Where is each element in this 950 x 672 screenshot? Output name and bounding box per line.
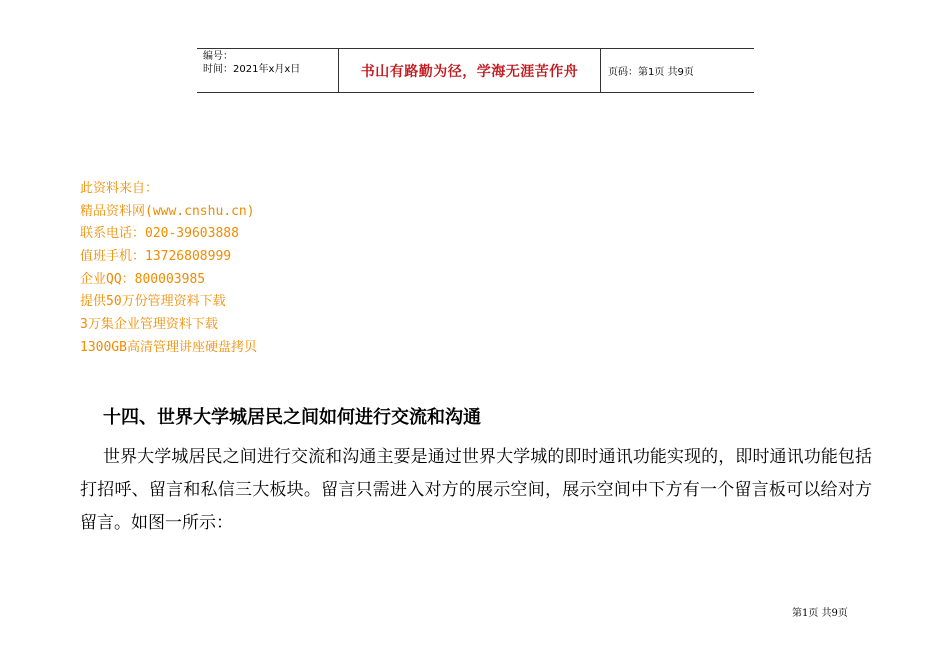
info-line: 3万集企业管理资料下载 xyxy=(80,317,218,333)
info-line: 企业QQ：800003985 xyxy=(80,271,206,287)
info-line: 值班手机：13726808999 xyxy=(80,249,232,265)
header-meta-cell xyxy=(197,49,339,92)
number-label: 编号： xyxy=(203,51,233,62)
time-label: 时间：2021年x月x日 xyxy=(203,64,301,75)
header-page-code: 页码：第1页 共9页 xyxy=(608,67,694,78)
info-line: 此资料来自： xyxy=(80,181,159,196)
section-paragraph: 世界大学城居民之间进行交流和沟通主要是通过世界大学城的即时通讯功能实现的，即时通讯功能包括打招呼、留言和私信三大板块。留言只需进入对方的展示空间，展示空间中下方有一个留言板可以给对方留言。如图一所示： xyxy=(80,447,872,533)
section-title: 十四、世界大学城居民之间如何进行交流和沟通 xyxy=(103,407,481,428)
info-line: 1300GB高清管理讲座硬盘拷贝 xyxy=(80,339,257,355)
info-line: 精品资料网(www.cnshu.cn) xyxy=(80,203,255,219)
header-table xyxy=(197,48,754,93)
header-motto: 书山有路勤为径，学海无涯苦作舟 xyxy=(339,49,601,92)
source-info-block xyxy=(80,178,257,360)
info-line: 联系电话：020-39603888 xyxy=(80,226,239,242)
info-line: 提供50万份管理资料下载 xyxy=(80,294,226,310)
page-footer: 第1页 共9页 xyxy=(792,608,848,619)
